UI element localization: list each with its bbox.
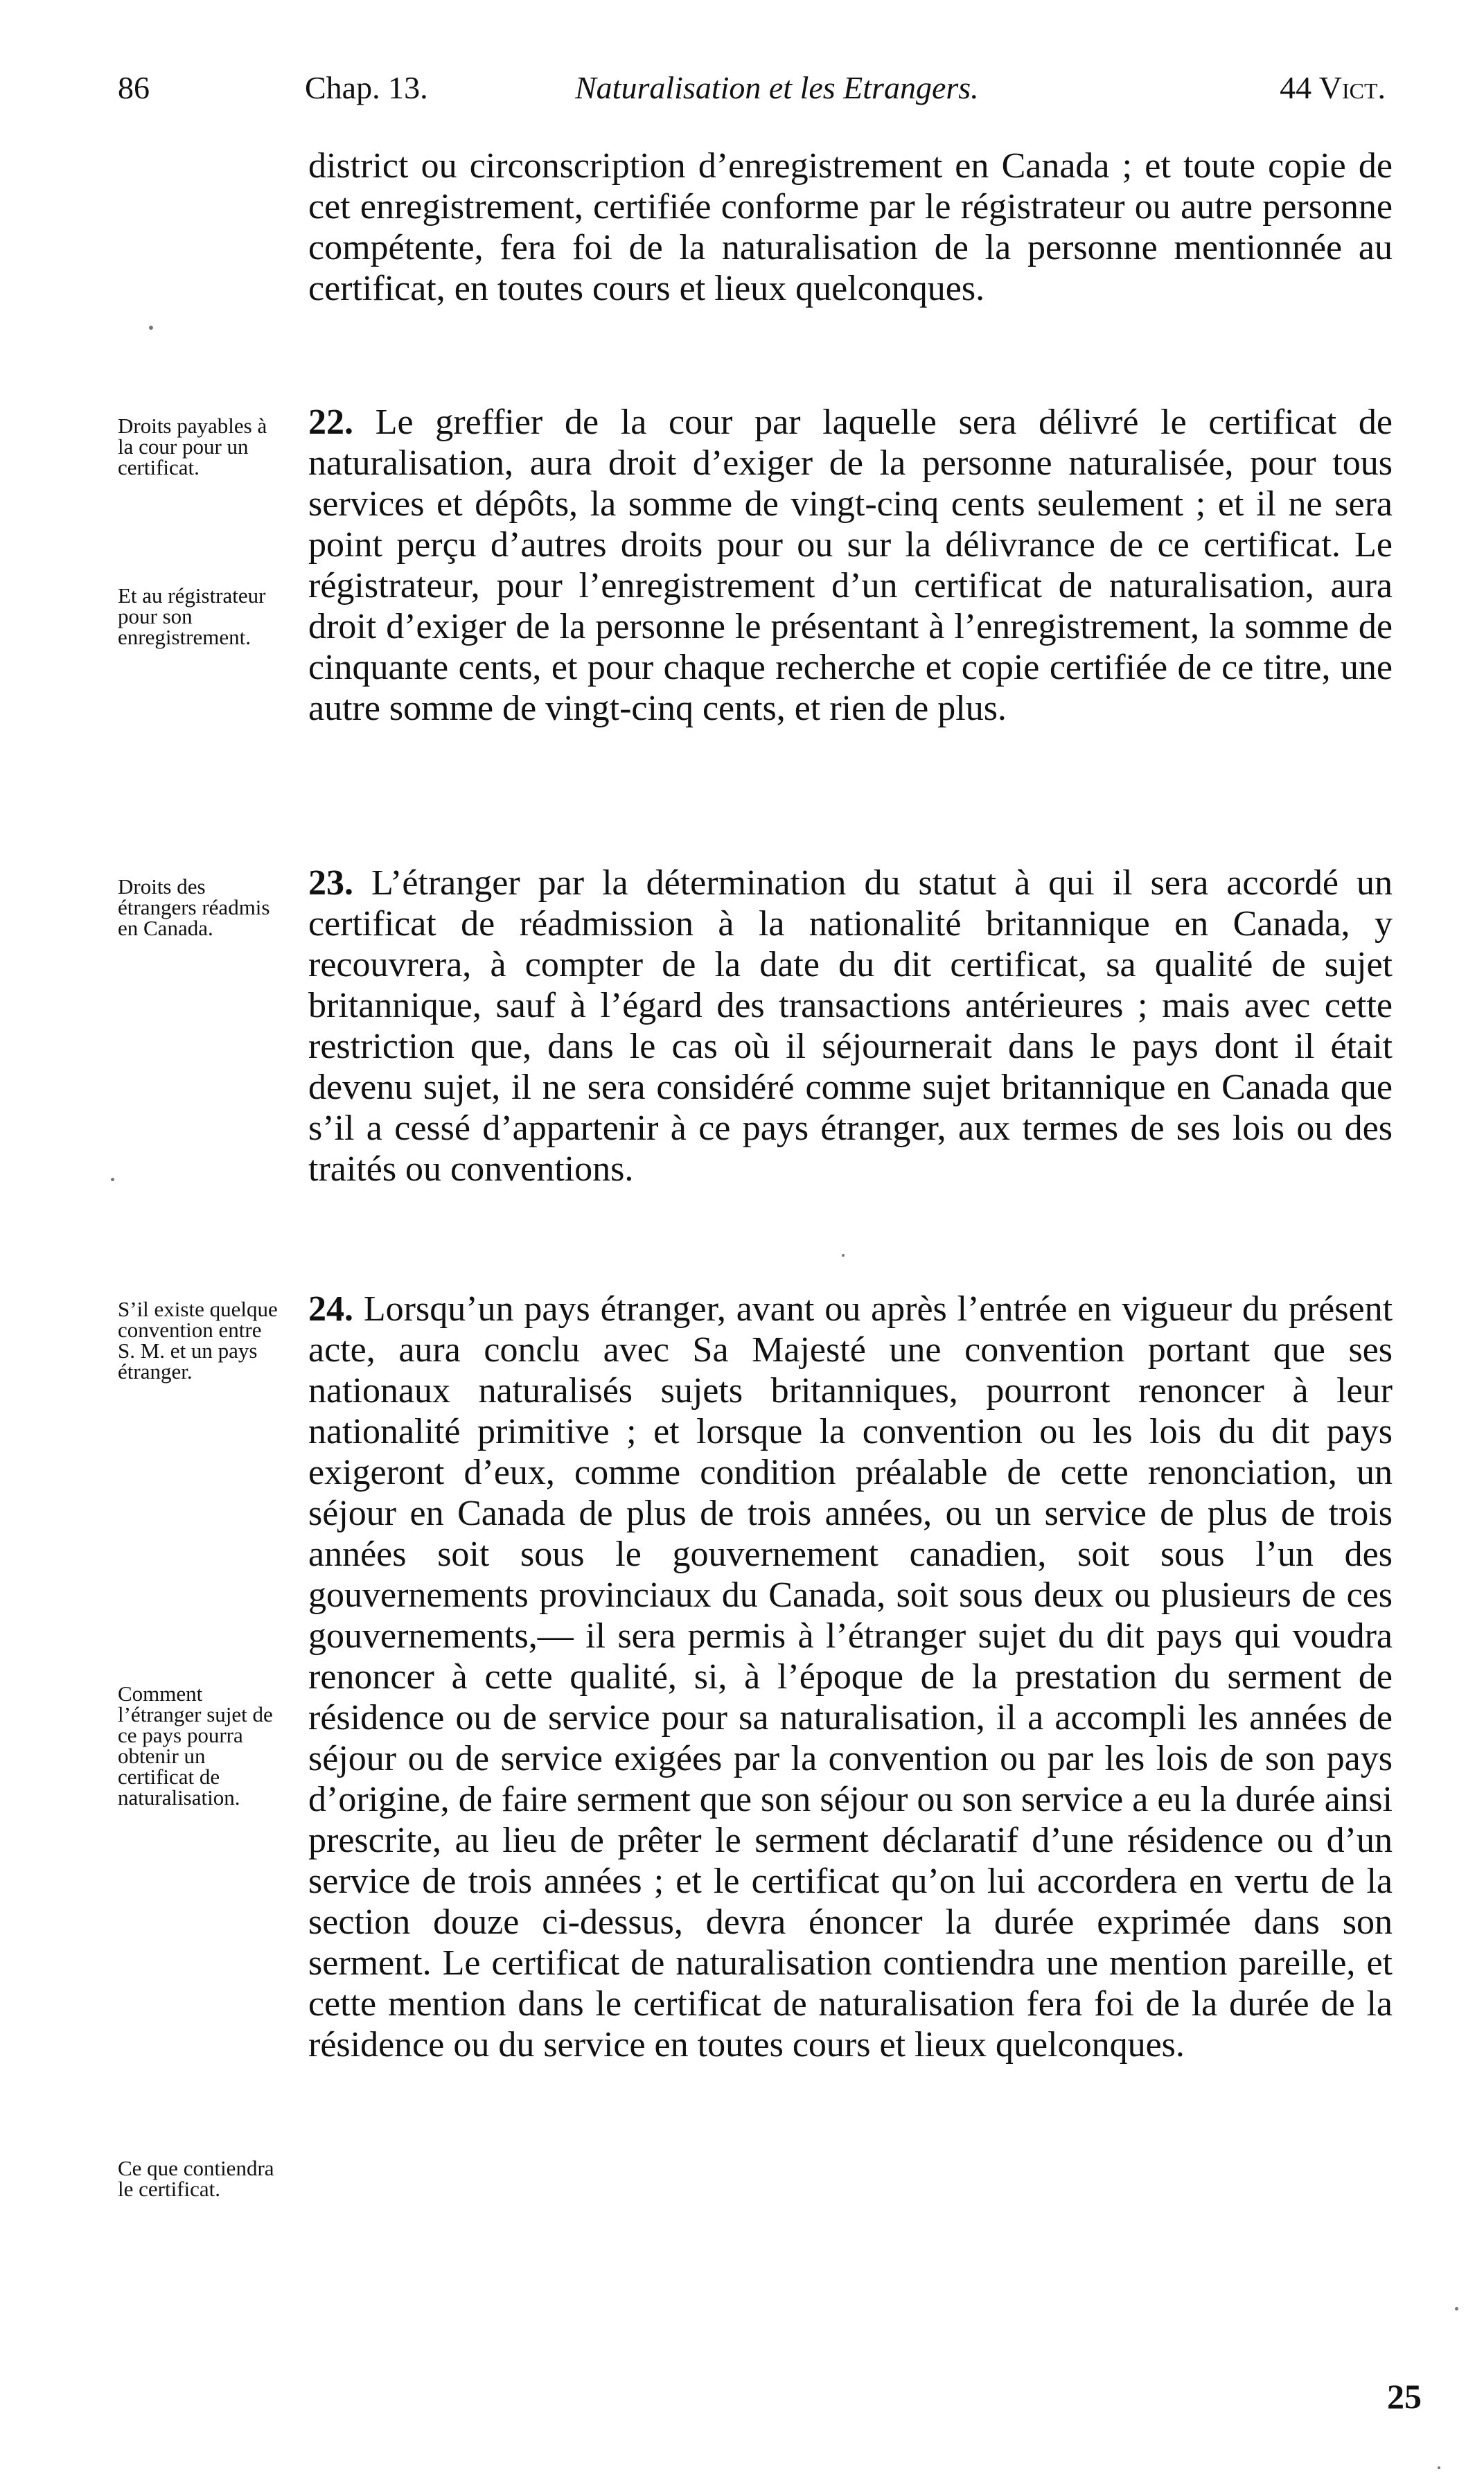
scan-speck: [149, 326, 153, 330]
running-title: Naturalisation et les Etrangers.: [575, 70, 979, 105]
section-22-paragraph: [308, 402, 1393, 729]
intro-paragraph: district ou circonscription d’enregistrement en Canada ; et toute copie de cet enregistrement, certifiée conforme par le régistrateur ou autre personne compétente, fera foi de la naturalisation de la personne mentionnée au certificat, en toutes cours et lieux quelconques.: [308, 146, 1393, 308]
chapter-label: Chap. 13.: [305, 70, 428, 105]
margin-note-fees-registrar: Et au régistrateur pour son enregistrement.: [118, 583, 266, 649]
section-22-number: 22.: [308, 403, 353, 442]
scan-speck: [842, 1254, 845, 1257]
page-number: 86: [118, 70, 150, 105]
section-23-number: 23.: [308, 863, 353, 903]
margin-note-convention: S’il existe quelque convention entre S. M. et un pays étranger.: [118, 1297, 278, 1384]
section-23-paragraph: [308, 863, 1393, 1190]
margin-note-fees-court: Droits payables à la cour pour un certificat.: [118, 414, 267, 479]
section-22-text: Le greffier de la cour par laquelle sera délivré le certificat de naturalisation, aura droit d’exiger de la personne naturalisée, pour tous services et dépôts, la somme de vingt-cinq cents seulement ; et il ne sera point perçu d’autres droits pour ou sur la délivrance de ce certificat. Le régistrateur, pour l’enregistrement d’un certificat de naturalisation, aura droit d’exiger de la personne le présentant à l’enregistrement, la somme de cinquante cents, et pour chaque recherche et copie certifiée de ce titre, une autre somme de vingt-cinq cents, et rien de plus.: [308, 403, 1393, 728]
scan-speck: [111, 1178, 114, 1181]
running-header: [118, 69, 1386, 118]
section-23-text: L’étranger par la détermination du statut à qui il sera accordé un certificat de réadmission à la nationalité britannique en Canada, y recouvrera, à compter de la date du dit certificat, sa qualité de sujet britannique, sauf à l’égard des transactions antérieures ; mais avec cette restriction que, dans le cas où il séjournerait dans le pays dont il était devenu sujet, il ne sera considéré comme sujet britannique en Canada que s’il a cessé d’appartenir à ce pays étranger, aux termes de ses lois ou des traités ou conventions.: [308, 863, 1393, 1189]
section-24-paragraph: [308, 1289, 1393, 2065]
section-24-number: 24.: [308, 1289, 353, 1329]
signature-mark: 25: [1387, 2377, 1422, 2416]
scan-speck: [1455, 2307, 1458, 2310]
regnal-year: 44 Vict.: [1280, 70, 1386, 105]
section-24-text: Lorsqu’un pays étranger, avant ou après l’entrée en vigueur du présent acte, aura conclu avec Sa Majesté une convention portant que ses nationaux naturalisés sujets britanniques, pourront renoncer à leur nationalité primitive ; et lorsque la convention ou les lois du dit pays exigeront d’eux, comme condition préalable de cette renonciation, un séjour en Canada de plus de trois années, ou un service de plus de trois années soit sous le gouvernement canadien, soit sous l’un des gouvernements provinciaux du Canada, soit sous deux ou plusieurs de ces gouvernements,— il sera permis à l’étranger sujet du dit pays qui voudra renoncer à cette qualité, si, à l’époque de la prestation du serment de résidence ou de service pour sa naturalisation, il a accompli les années de séjour ou de service exigées par la convention ou par les lois de son pays d’origine, de faire serment que son séjour ou son service a eu la durée ainsi prescrite, au lieu de prêter le serment déclaratif d’une résidence ou d’un service de trois années ; et le certificat qu’on lui accordera en vertu de la section douze ci-dessus, devra énoncer la durée exprimée dans son serment. Le certificat de naturalisation contiendra une mention pareille, et cette mention dans le certificat de naturalisation fera foi de la durée de la résidence ou du service en toutes cours et lieux quelconques.: [308, 1289, 1393, 2065]
margin-note-certificate-contents: Ce que contiendra le certificat.: [118, 2156, 274, 2201]
margin-note-obtain-certificate: Comment l’étranger sujet de ce pays pourra obtenir un certificat de naturalisation.: [118, 1681, 273, 1810]
margin-note-readmitted-rights: Droits des étrangers réadmis en Canada.: [118, 874, 270, 940]
scan-speck: [1438, 2466, 1440, 2469]
